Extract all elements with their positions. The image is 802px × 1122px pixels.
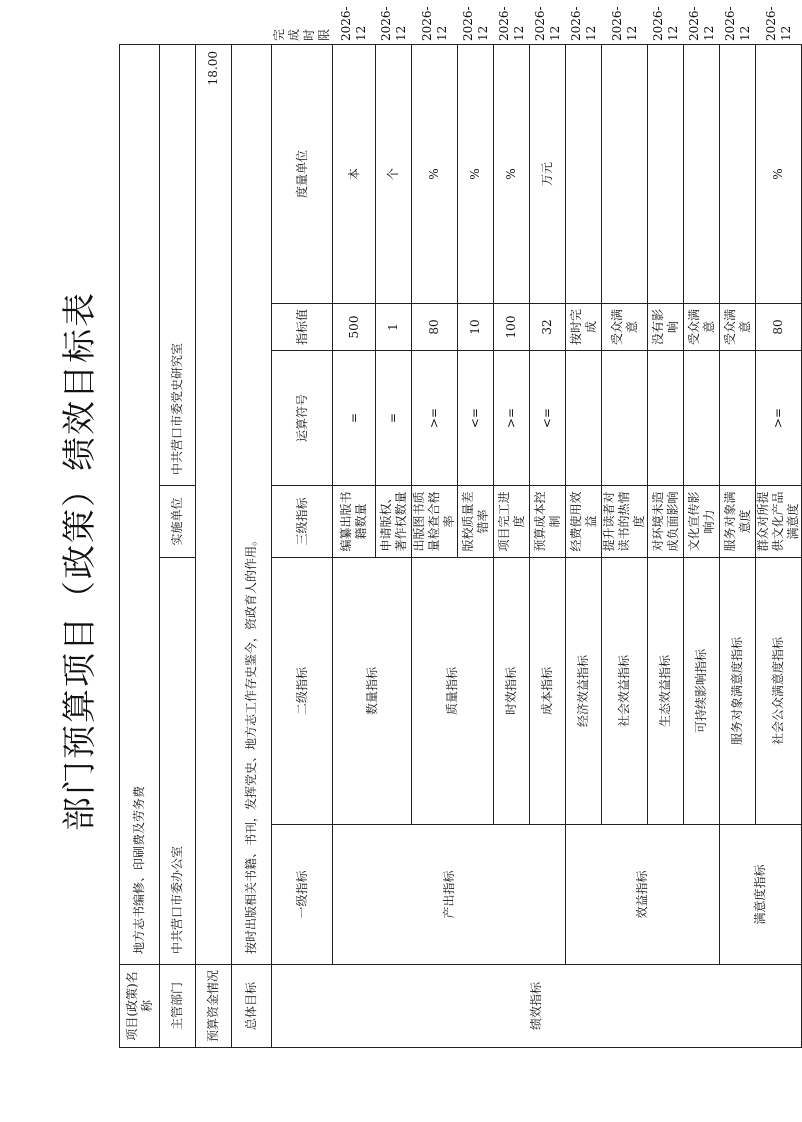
level3-cell: 对环境未造成负面影响 [648, 486, 684, 558]
header-level1: 一级指标 [272, 825, 333, 965]
target-cell: 80 [756, 304, 802, 351]
table-row: 成本指标 预算成本控制 <= 32 万元 2026-12 [530, 44, 566, 1047]
unit-cell [566, 44, 602, 303]
table-row: 效益指标 经济效益指标 经费使用效益 按时完成 2026-12 [566, 44, 602, 1047]
target-cell: 按时完成 [566, 304, 602, 351]
table-row: 时效指标 项目完工进度 >= 100 % 2026-12 [494, 44, 530, 1047]
indicators-section-label: 绩效指标 [272, 965, 802, 1048]
unit-cell: % [412, 44, 458, 303]
table-row: 申请版权、著作权数量 = 1 个 2026-12 [376, 44, 412, 1047]
table-row: 质量指标 出版图书质量检查合格率 >= 80 % 2026-12 [412, 44, 458, 1047]
op-cell [566, 351, 602, 486]
level2-service: 服务对象满意度指标 [720, 558, 756, 825]
group-output: 产出指标 [333, 825, 566, 965]
table-row: 版校质量差错率 <= 10 % 2026-12 [458, 44, 494, 1047]
row-headers: 绩效指标 一级指标 二级指标 三级指标 运算符号 指标值 度量单位 完成时限 [272, 44, 333, 1047]
level3-cell: 出版图书质量检查合格率 [412, 486, 458, 558]
header-op: 运算符号 [272, 351, 333, 486]
level3-cell: 服务对象满意度 [720, 486, 756, 558]
op-cell: >= [494, 351, 530, 486]
unit-cell: % [494, 44, 530, 303]
unit-cell: % [756, 44, 802, 303]
header-target: 指标值 [272, 304, 333, 351]
level3-cell: 项目完工进度 [494, 486, 530, 558]
target-cell: 受众满意 [720, 304, 756, 351]
group-satisfaction: 满意度指标 [720, 825, 802, 965]
op-cell: >= [412, 351, 458, 486]
project-label: 项目(政策)名称 [120, 965, 160, 1048]
op-cell: <= [458, 351, 494, 486]
level3-cell: 申请版权、著作权数量 [376, 486, 412, 558]
row-project [120, 44, 160, 1047]
unit-cell [684, 44, 720, 303]
op-cell: = [376, 351, 412, 486]
page-title: 部门预算项目（政策）绩效目标表 [60, 291, 100, 831]
op-cell: >= [756, 351, 802, 486]
table-row: 社会公众满意度指标 群众对所提供文化产品满意度 >= 80 % 2026-12 [756, 44, 802, 1047]
level3-cell: 编纂出版书籍数量 [333, 486, 376, 558]
unit-cell: 万元 [530, 44, 566, 303]
op-cell [648, 351, 684, 486]
level3-cell: 版校质量差错率 [458, 486, 494, 558]
unit-cell [648, 44, 684, 303]
level2-quality: 质量指标 [412, 558, 494, 825]
unit-cell: 个 [376, 44, 412, 303]
goal-value: 按时出版相关书籍、书刊，发挥党史、地方志工作存史鉴今，资政育人的作用。 [232, 44, 272, 964]
goal-label: 总体目标 [232, 965, 272, 1048]
level2-cost: 成本指标 [530, 558, 566, 825]
table-row: 生态效益指标 对环境未造成负面影响 没有影响 2026-12 [648, 44, 684, 1047]
group-benefit: 效益指标 [566, 825, 720, 965]
table-row: 产出指标 数量指标 编纂出版书籍数量 = 500 本 2026-12 [333, 44, 376, 1047]
table-row: 满意度指标 服务对象满意度指标 服务对象满意度 受众满意 2026-12 [720, 44, 756, 1047]
department-value: 中共营口市委办公室 [160, 558, 196, 965]
op-cell [602, 351, 648, 486]
row-department [160, 44, 196, 1047]
unit-cell: 本 [333, 44, 376, 303]
target-cell: 受众满意 [602, 304, 648, 351]
budget-label: 预算资金情况 [196, 965, 232, 1048]
op-cell [720, 351, 756, 486]
target-cell: 没有影响 [648, 304, 684, 351]
department-label: 主管部门 [160, 965, 196, 1048]
level2-social: 社会效益指标 [602, 558, 648, 825]
target-cell: 500 [333, 304, 376, 351]
project-value: 地方志书编修、印刷费及劳务费 [120, 44, 160, 964]
header-level2: 二级指标 [272, 558, 333, 825]
target-cell: 100 [494, 304, 530, 351]
header-level3: 三级指标 [272, 486, 333, 558]
level2-ecological: 生态效益指标 [648, 558, 684, 825]
level3-cell: 文化宣传影响力 [684, 486, 720, 558]
row-goal [232, 44, 272, 1047]
op-cell: = [333, 351, 376, 486]
level2-sustainable: 可持续影响指标 [684, 558, 720, 825]
target-cell: 10 [458, 304, 494, 351]
budget-value: 18.00 [196, 44, 232, 964]
op-cell [684, 351, 720, 486]
level3-cell: 经费使用效益 [566, 486, 602, 558]
row-budget [196, 44, 232, 1047]
target-cell: 受众满意 [684, 304, 720, 351]
target-cell: 32 [530, 304, 566, 351]
impl-label: 实施单位 [160, 486, 196, 558]
level3-cell: 群众对所提供文化产品满意度 [756, 486, 802, 558]
header-unit: 度量单位 [272, 44, 333, 303]
impl-value: 中共营口市委党史研究室 [160, 44, 196, 485]
level2-economic: 经济效益指标 [566, 558, 602, 825]
unit-cell: % [458, 44, 494, 303]
level2-public: 社会公众满意度指标 [756, 558, 802, 825]
level2-timeliness: 时效指标 [494, 558, 530, 825]
op-cell: <= [530, 351, 566, 486]
target-cell: 80 [412, 304, 458, 351]
table-row: 社会效益指标 提升读者对读书的热情度 受众满意 2026-12 [602, 44, 648, 1047]
level3-cell: 预算成本控制 [530, 486, 566, 558]
table-row: 可持续影响指标 文化宣传影响力 受众满意 2026-12 [684, 44, 720, 1047]
unit-cell [720, 44, 756, 303]
unit-cell [602, 44, 648, 303]
level2-quantity: 数量指标 [333, 558, 412, 825]
level3-cell: 提升读者对读书的热情度 [602, 486, 648, 558]
performance-goal-table [119, 6, 802, 1048]
target-cell: 1 [376, 304, 412, 351]
